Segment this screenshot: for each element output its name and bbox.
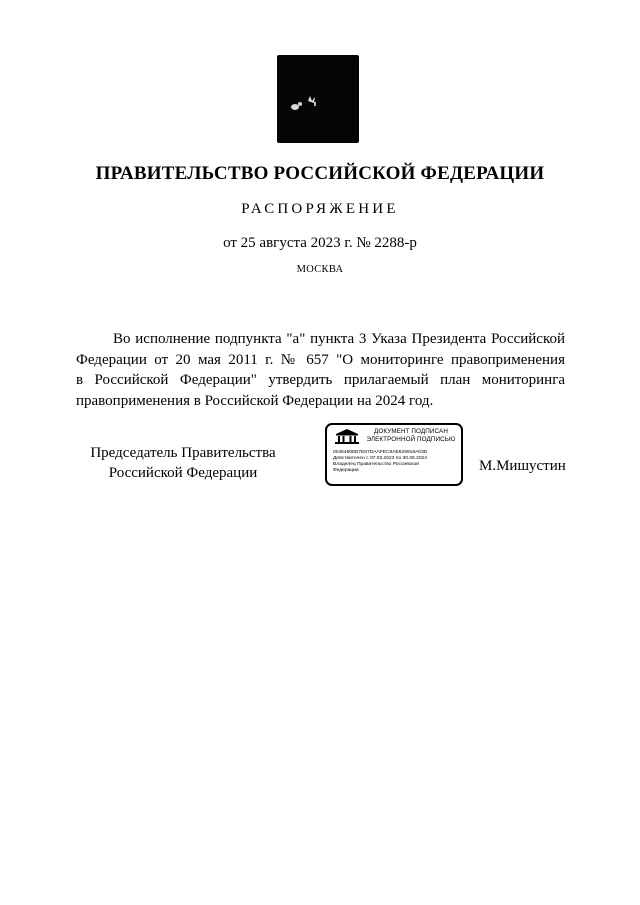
signer-position-line: Российской Федерации <box>108 464 258 481</box>
electronic-signature-stamp <box>325 423 463 486</box>
document-city: МОСКВА <box>296 264 344 275</box>
order-text <box>76 329 565 411</box>
order-text-line: Федерации от 20 мая 2011 г. № 657 "О мониторинге правоприменения <box>76 351 565 368</box>
stamp-details <box>333 450 461 474</box>
signer-name: М.Мишустин <box>479 458 566 474</box>
signer-position-line: Председатель Правительства <box>90 445 276 461</box>
building-icon <box>334 429 360 444</box>
stamp-owner: Федерации <box>333 468 359 474</box>
document-type: РАСПОРЯЖЕНИЕ <box>241 201 399 217</box>
coat-of-arms-emblem-icon <box>277 55 359 143</box>
order-text-line: правоприменения в Российской Федерации на 2024 год. <box>76 392 434 409</box>
organization-title: ПРАВИТЕЛЬСТВО РОССИЙСКОЙ ФЕДЕРАЦИИ <box>95 163 545 184</box>
stamp-title <box>363 428 459 444</box>
order-text-line: в Российской Федерации" утвердить прилагаемый план мониторинга <box>76 372 565 388</box>
stamp-title-line: ДОКУМЕНТ ПОДПИСАН <box>374 428 448 435</box>
stamp-title-line: ЭЛЕКТРОННОЙ ПОДПИСЬЮ <box>366 436 456 443</box>
order-text-line: Во исполнение подпункта "а" пункта 3 Указа Президента Российской <box>113 331 565 347</box>
stamp-certificate: 00454808D7E67DAAFEC9AE829918A03D <box>333 450 428 455</box>
signer-position <box>78 444 288 483</box>
stamp-validity: Действителен с 07.03.2023 по 30.05.2024 <box>333 456 427 462</box>
stamp-owner: Владелец Правительство Российской <box>333 462 419 468</box>
document-date-number: от 25 августа 2023 г. № 2288-р <box>223 235 417 251</box>
